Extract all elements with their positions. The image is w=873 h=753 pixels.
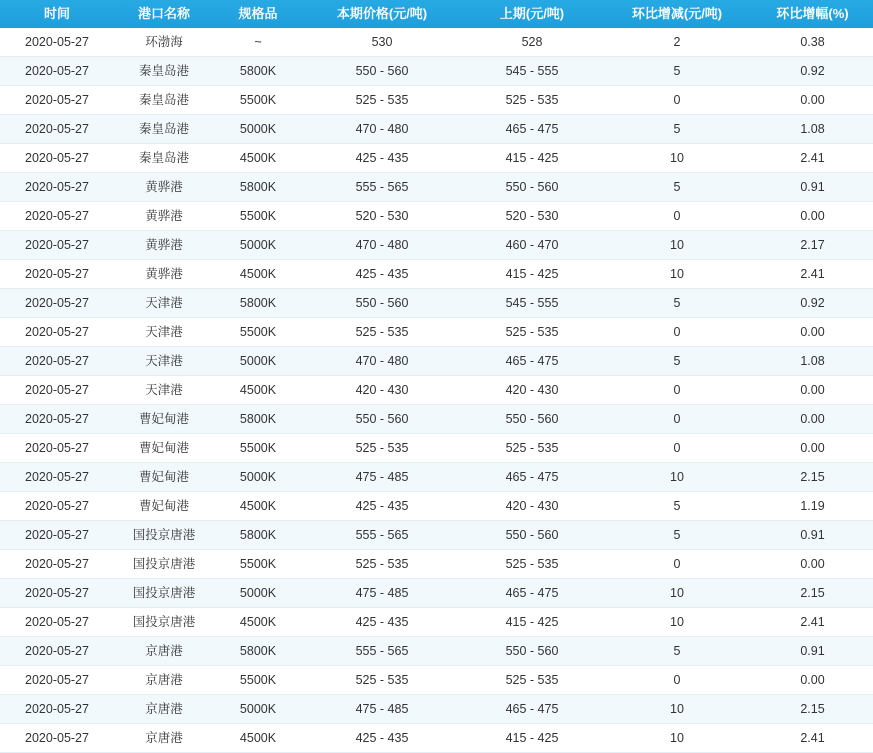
- cell-time: 2020-05-27: [0, 608, 114, 637]
- cell-change-percent: 0.00: [752, 376, 873, 405]
- cell-time: 2020-05-27: [0, 318, 114, 347]
- cell-time: 2020-05-27: [0, 86, 114, 115]
- cell-previous-price: 525 - 535: [462, 86, 602, 115]
- cell-previous-price: 550 - 560: [462, 637, 602, 666]
- cell-port-name: 黄骅港: [114, 231, 214, 260]
- cell-previous-price: 550 - 560: [462, 405, 602, 434]
- cell-current-price: 555 - 565: [302, 521, 462, 550]
- cell-spec: 5000K: [214, 463, 302, 492]
- cell-change-amount: 10: [602, 231, 752, 260]
- table-row: [0, 724, 873, 753]
- cell-port-name: 黄骅港: [114, 260, 214, 289]
- cell-change-percent: 1.19: [752, 492, 873, 521]
- cell-change-amount: 0: [602, 405, 752, 434]
- table-row: [0, 318, 873, 347]
- table-row: [0, 608, 873, 637]
- cell-previous-price: 420 - 430: [462, 376, 602, 405]
- cell-current-price: 520 - 530: [302, 202, 462, 231]
- cell-previous-price: 525 - 535: [462, 550, 602, 579]
- cell-time: 2020-05-27: [0, 231, 114, 260]
- cell-change-amount: 5: [602, 637, 752, 666]
- cell-time: 2020-05-27: [0, 202, 114, 231]
- cell-change-amount: 5: [602, 521, 752, 550]
- cell-change-percent: 0.00: [752, 550, 873, 579]
- cell-spec: 4500K: [214, 144, 302, 173]
- cell-current-price: 475 - 485: [302, 695, 462, 724]
- table-row: [0, 144, 873, 173]
- cell-current-price: 555 - 565: [302, 637, 462, 666]
- table-row: [0, 695, 873, 724]
- cell-change-percent: 0.91: [752, 637, 873, 666]
- cell-previous-price: 525 - 535: [462, 666, 602, 695]
- cell-spec: 5000K: [214, 115, 302, 144]
- cell-spec: 5800K: [214, 521, 302, 550]
- cell-change-percent: 2.15: [752, 695, 873, 724]
- cell-time: 2020-05-27: [0, 521, 114, 550]
- cell-spec: 5000K: [214, 695, 302, 724]
- cell-time: 2020-05-27: [0, 115, 114, 144]
- cell-current-price: 425 - 435: [302, 724, 462, 753]
- table-row: [0, 260, 873, 289]
- cell-spec: 5000K: [214, 231, 302, 260]
- cell-spec: 4500K: [214, 376, 302, 405]
- cell-spec: 5800K: [214, 637, 302, 666]
- cell-change-amount: 5: [602, 57, 752, 86]
- cell-port-name: 京唐港: [114, 637, 214, 666]
- cell-change-percent: 0.00: [752, 86, 873, 115]
- table-body: [0, 28, 873, 753]
- cell-current-price: 470 - 480: [302, 115, 462, 144]
- cell-change-amount: 5: [602, 173, 752, 202]
- cell-port-name: 秦皇岛港: [114, 86, 214, 115]
- column-header-port-name: 港口名称: [114, 0, 214, 28]
- cell-current-price: 525 - 535: [302, 550, 462, 579]
- cell-change-percent: 2.15: [752, 579, 873, 608]
- table-row: [0, 57, 873, 86]
- cell-change-amount: 10: [602, 608, 752, 637]
- cell-current-price: 525 - 535: [302, 434, 462, 463]
- cell-port-name: 曹妃甸港: [114, 463, 214, 492]
- cell-time: 2020-05-27: [0, 28, 114, 57]
- cell-change-percent: 0.38: [752, 28, 873, 57]
- cell-change-percent: 0.00: [752, 666, 873, 695]
- cell-change-percent: 2.41: [752, 724, 873, 753]
- cell-time: 2020-05-27: [0, 579, 114, 608]
- cell-port-name: 国投京唐港: [114, 550, 214, 579]
- table-row: [0, 492, 873, 521]
- cell-previous-price: 415 - 425: [462, 260, 602, 289]
- table-row: [0, 173, 873, 202]
- cell-port-name: 黄骅港: [114, 202, 214, 231]
- cell-spec: 4500K: [214, 260, 302, 289]
- cell-change-amount: 10: [602, 695, 752, 724]
- cell-change-amount: 10: [602, 144, 752, 173]
- cell-previous-price: 465 - 475: [462, 115, 602, 144]
- cell-port-name: 京唐港: [114, 666, 214, 695]
- table-row: [0, 463, 873, 492]
- cell-time: 2020-05-27: [0, 260, 114, 289]
- cell-change-percent: 2.41: [752, 144, 873, 173]
- table-row: [0, 115, 873, 144]
- cell-time: 2020-05-27: [0, 405, 114, 434]
- table-header-row: [0, 0, 873, 28]
- cell-change-percent: 0.92: [752, 289, 873, 318]
- cell-change-percent: 0.00: [752, 434, 873, 463]
- cell-current-price: 420 - 430: [302, 376, 462, 405]
- table-row: [0, 637, 873, 666]
- cell-port-name: 秦皇岛港: [114, 144, 214, 173]
- cell-time: 2020-05-27: [0, 463, 114, 492]
- table-row: [0, 376, 873, 405]
- cell-time: 2020-05-27: [0, 695, 114, 724]
- cell-spec: 4500K: [214, 608, 302, 637]
- cell-current-price: 550 - 560: [302, 57, 462, 86]
- cell-spec: 4500K: [214, 724, 302, 753]
- cell-time: 2020-05-27: [0, 173, 114, 202]
- cell-change-percent: 0.92: [752, 57, 873, 86]
- cell-port-name: 天津港: [114, 376, 214, 405]
- cell-change-amount: 10: [602, 724, 752, 753]
- cell-change-percent: 0.00: [752, 202, 873, 231]
- cell-change-percent: 0.91: [752, 173, 873, 202]
- cell-spec: 5000K: [214, 347, 302, 376]
- cell-current-price: 470 - 480: [302, 231, 462, 260]
- table-row: [0, 86, 873, 115]
- cell-change-percent: 0.00: [752, 405, 873, 434]
- cell-spec: 5500K: [214, 550, 302, 579]
- cell-time: 2020-05-27: [0, 492, 114, 521]
- table-row: [0, 434, 873, 463]
- cell-port-name: 曹妃甸港: [114, 434, 214, 463]
- cell-previous-price: 415 - 425: [462, 724, 602, 753]
- cell-change-amount: 2: [602, 28, 752, 57]
- cell-port-name: 京唐港: [114, 695, 214, 724]
- cell-change-percent: 0.00: [752, 318, 873, 347]
- cell-change-amount: 5: [602, 492, 752, 521]
- cell-current-price: 525 - 535: [302, 86, 462, 115]
- cell-change-amount: 5: [602, 289, 752, 318]
- cell-time: 2020-05-27: [0, 57, 114, 86]
- cell-change-amount: 0: [602, 202, 752, 231]
- column-header-time: 时间: [0, 0, 114, 28]
- table-row: [0, 666, 873, 695]
- cell-change-amount: 5: [602, 115, 752, 144]
- cell-port-name: 国投京唐港: [114, 521, 214, 550]
- cell-port-name: 曹妃甸港: [114, 492, 214, 521]
- cell-change-amount: 0: [602, 666, 752, 695]
- cell-port-name: 天津港: [114, 318, 214, 347]
- cell-spec: 5800K: [214, 173, 302, 202]
- cell-previous-price: 545 - 555: [462, 289, 602, 318]
- cell-change-amount: 10: [602, 579, 752, 608]
- cell-port-name: 秦皇岛港: [114, 57, 214, 86]
- cell-port-name: 曹妃甸港: [114, 405, 214, 434]
- cell-change-amount: 10: [602, 463, 752, 492]
- cell-previous-price: 528: [462, 28, 602, 57]
- cell-previous-price: 415 - 425: [462, 608, 602, 637]
- table-row: [0, 405, 873, 434]
- cell-port-name: 环渤海: [114, 28, 214, 57]
- cell-current-price: 475 - 485: [302, 579, 462, 608]
- table-row: [0, 28, 873, 57]
- cell-current-price: 475 - 485: [302, 463, 462, 492]
- column-header-change-percent: 环比增幅(%): [752, 0, 873, 28]
- table-row: [0, 579, 873, 608]
- column-header-current-price: 本期价格(元/吨): [302, 0, 462, 28]
- cell-current-price: 425 - 435: [302, 260, 462, 289]
- cell-time: 2020-05-27: [0, 144, 114, 173]
- cell-spec: 5500K: [214, 666, 302, 695]
- cell-port-name: 秦皇岛港: [114, 115, 214, 144]
- cell-previous-price: 525 - 535: [462, 318, 602, 347]
- table-row: [0, 289, 873, 318]
- cell-port-name: 天津港: [114, 289, 214, 318]
- cell-port-name: 京唐港: [114, 724, 214, 753]
- table-row: [0, 521, 873, 550]
- cell-port-name: 天津港: [114, 347, 214, 376]
- cell-time: 2020-05-27: [0, 550, 114, 579]
- cell-change-percent: 2.17: [752, 231, 873, 260]
- cell-current-price: 550 - 560: [302, 289, 462, 318]
- cell-time: 2020-05-27: [0, 666, 114, 695]
- cell-current-price: 425 - 435: [302, 492, 462, 521]
- cell-previous-price: 465 - 475: [462, 463, 602, 492]
- cell-time: 2020-05-27: [0, 724, 114, 753]
- cell-spec: ~: [214, 28, 302, 57]
- cell-previous-price: 420 - 430: [462, 492, 602, 521]
- cell-change-percent: 0.91: [752, 521, 873, 550]
- cell-change-amount: 0: [602, 86, 752, 115]
- cell-spec: 5500K: [214, 318, 302, 347]
- table-row: [0, 202, 873, 231]
- cell-change-percent: 1.08: [752, 115, 873, 144]
- cell-change-amount: 10: [602, 260, 752, 289]
- cell-port-name: 国投京唐港: [114, 608, 214, 637]
- cell-previous-price: 465 - 475: [462, 347, 602, 376]
- table-row: [0, 231, 873, 260]
- cell-port-name: 国投京唐港: [114, 579, 214, 608]
- cell-spec: 5500K: [214, 202, 302, 231]
- cell-change-amount: 0: [602, 376, 752, 405]
- cell-change-percent: 2.41: [752, 608, 873, 637]
- cell-current-price: 525 - 535: [302, 318, 462, 347]
- cell-port-name: 黄骅港: [114, 173, 214, 202]
- cell-time: 2020-05-27: [0, 289, 114, 318]
- cell-previous-price: 525 - 535: [462, 434, 602, 463]
- column-header-change-amount: 环比增减(元/吨): [602, 0, 752, 28]
- cell-spec: 5800K: [214, 57, 302, 86]
- cell-current-price: 470 - 480: [302, 347, 462, 376]
- cell-current-price: 525 - 535: [302, 666, 462, 695]
- cell-change-percent: 2.15: [752, 463, 873, 492]
- cell-time: 2020-05-27: [0, 347, 114, 376]
- cell-spec: 5500K: [214, 86, 302, 115]
- table-header: [0, 0, 873, 28]
- cell-current-price: 425 - 435: [302, 608, 462, 637]
- cell-change-amount: 5: [602, 347, 752, 376]
- cell-previous-price: 465 - 475: [462, 579, 602, 608]
- cell-previous-price: 415 - 425: [462, 144, 602, 173]
- cell-change-amount: 0: [602, 434, 752, 463]
- cell-current-price: 425 - 435: [302, 144, 462, 173]
- cell-previous-price: 465 - 475: [462, 695, 602, 724]
- cell-previous-price: 550 - 560: [462, 521, 602, 550]
- cell-change-percent: 2.41: [752, 260, 873, 289]
- cell-current-price: 550 - 560: [302, 405, 462, 434]
- cell-time: 2020-05-27: [0, 376, 114, 405]
- cell-previous-price: 520 - 530: [462, 202, 602, 231]
- cell-spec: 5000K: [214, 579, 302, 608]
- cell-spec: 4500K: [214, 492, 302, 521]
- cell-spec: 5800K: [214, 289, 302, 318]
- cell-change-amount: 0: [602, 550, 752, 579]
- cell-previous-price: 545 - 555: [462, 57, 602, 86]
- cell-time: 2020-05-27: [0, 637, 114, 666]
- cell-spec: 5500K: [214, 434, 302, 463]
- table-row: [0, 347, 873, 376]
- column-header-spec: 规格品: [214, 0, 302, 28]
- cell-previous-price: 550 - 560: [462, 173, 602, 202]
- cell-spec: 5800K: [214, 405, 302, 434]
- cell-time: 2020-05-27: [0, 434, 114, 463]
- cell-change-percent: 1.08: [752, 347, 873, 376]
- cell-current-price: 555 - 565: [302, 173, 462, 202]
- cell-previous-price: 460 - 470: [462, 231, 602, 260]
- cell-change-amount: 0: [602, 318, 752, 347]
- table-row: [0, 550, 873, 579]
- cell-current-price: 530: [302, 28, 462, 57]
- column-header-previous-price: 上期(元/吨): [462, 0, 602, 28]
